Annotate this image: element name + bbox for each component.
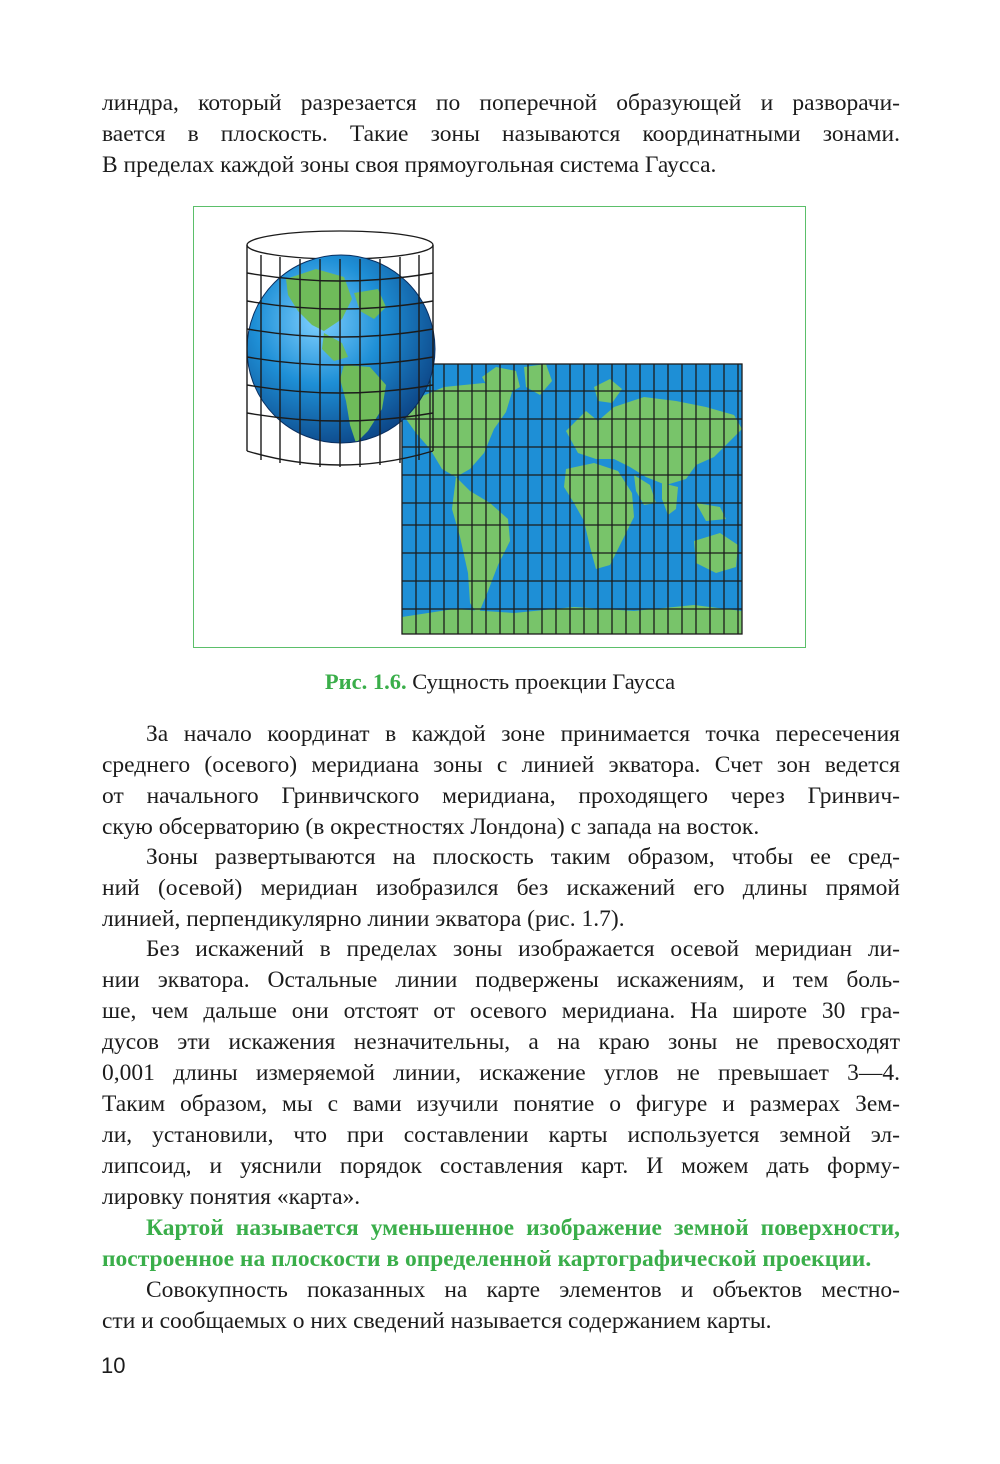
text-line: сти и сообщаемых о них сведений называется содержанием карты. [102,1308,772,1334]
text-line: нии экватора. Остальные линии подвержены искажениям, и тем боль- [102,967,900,993]
text-line: ше, чем дальше они отстоят от осевого меридиана. На широте 30 гра- [102,998,900,1024]
text-line: линией, перпендикулярно линии экватора (рис. 1.7). [102,906,625,932]
figure-caption [0,667,1000,697]
text-line: лировку понятия «карта». [102,1184,361,1210]
text-line: вается в плоскость. Такие зоны называются координатными зонами. [102,121,900,147]
text-line: Зоны развертываются на плоскость таким образом, чтобы ее сред- [146,844,900,870]
text-line: 0,001 длины измеряемой линии, искажение углов не превышает 3—4. [102,1060,900,1086]
definition-line: Картой называется уменьшенное изображение земной поверхности, [146,1215,900,1241]
text-line: дусов эти искажения незначительны, а на краю зоны не превосходят [102,1029,900,1055]
text-line: липсоид, и уяснили порядок составления карт. И можем дать форму- [102,1153,900,1179]
text-line: среднего (осевого) меридиана зоны с линией экватора. Счет зон ведется [102,752,900,778]
text-line: В пределах каждой зоны своя прямоугольная система Гаусса. [102,152,717,178]
figure-caption-text: Сущность проекции Гаусса [412,669,676,694]
text-line: За начало координат в каждой зоне принимается точка пересечения [146,721,900,747]
text-line: Таким образом, мы с вами изучили понятие о фигуре и размерах Зем- [102,1091,900,1117]
page-number: 10 [101,1353,126,1378]
definition-line: построенное на плоскости в определенной картографической проекции. [102,1246,872,1272]
text-line: Без искажений в пределах зоны изображается осевой меридиан ли- [146,936,900,962]
world-map-grid [402,364,742,634]
gauss-projection-illustration [194,207,804,646]
text-line: от начального Гринвичского меридиана, проходящего через Гринвич- [102,783,900,809]
text-line: Совокупность показанных на карте элементов и объектов местно- [146,1277,900,1303]
figure-label: Рис. 1.6. [324,669,407,694]
text-line: линдра, который разрезается по поперечной образующей и разворачи- [102,90,900,116]
text-line: ли, установили, что при составлении карты используется земной эл- [102,1122,900,1148]
figure-gauss-projection [193,206,806,648]
text-line: скую обсерваторию (в окрестностях Лондона) с запада на восток. [102,814,760,840]
text-line: ний (осевой) меридиан изобразился без искажений его длины прямой [102,875,900,901]
